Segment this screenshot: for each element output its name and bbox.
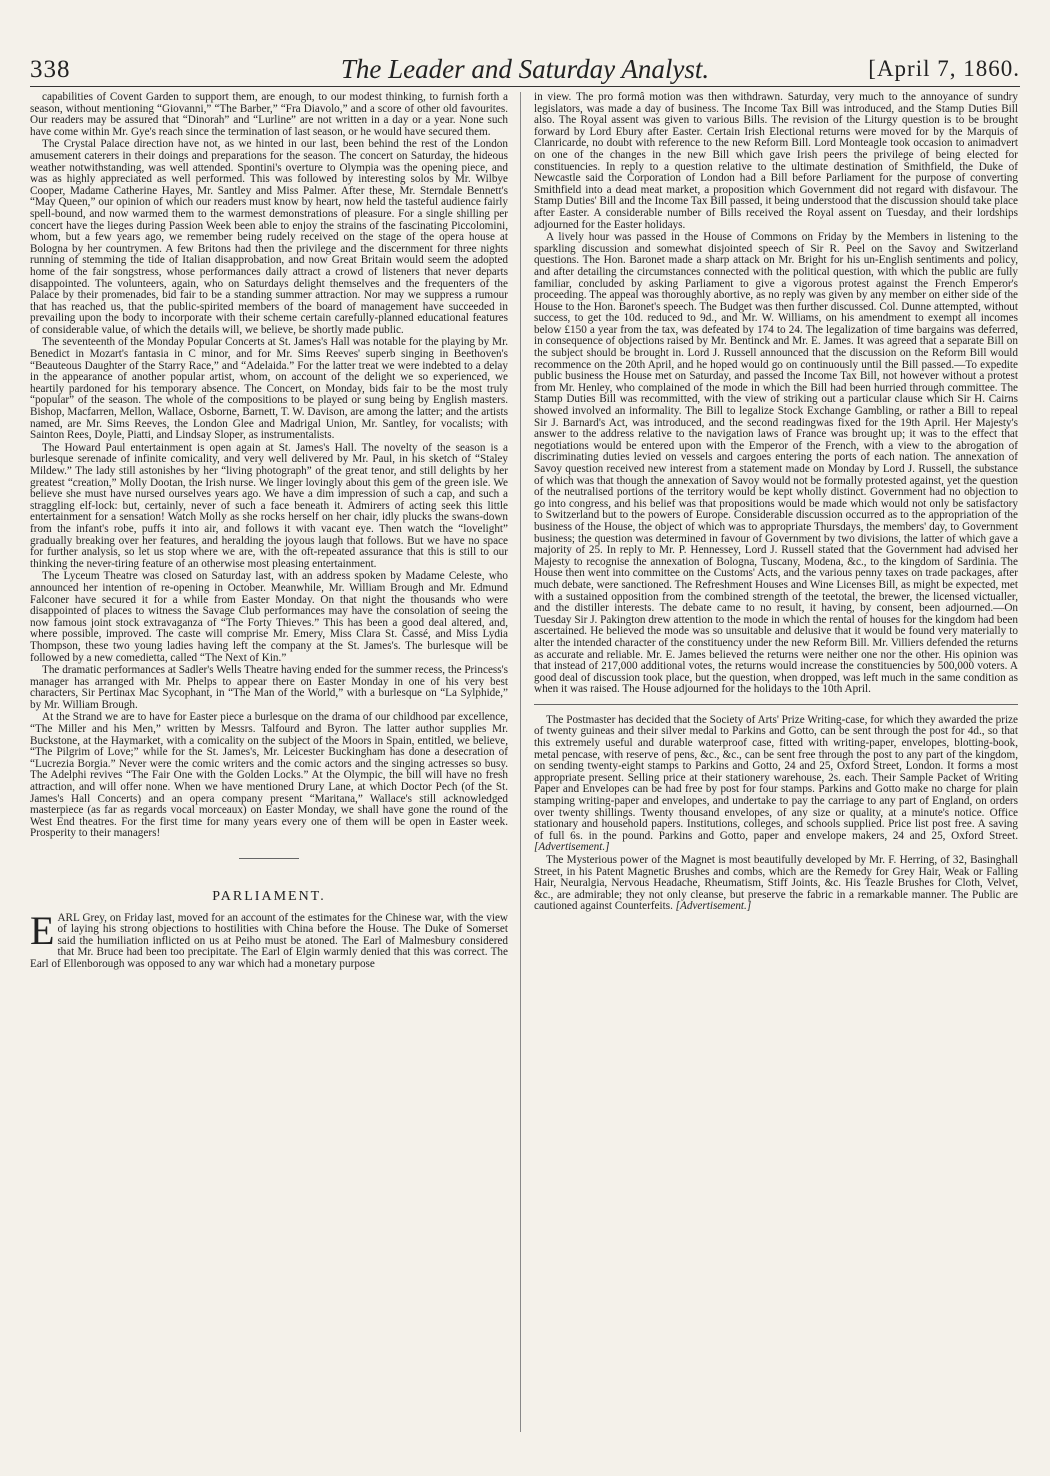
- advert-divider: [534, 704, 1018, 705]
- strand-paragraph: At the Strand we are to have for Easter piece a burlesque on the drama of our childhood par excellence, “The Miller and his Men,” written by Messrs. Talfourd and Byron. The latter author supplies Mr. Buckstone, at the Haymarket, with a comicality on the subject of the Moors in Spain, entitled, we believe, “The Pilgrim of Love;” while for the St. James's, Mr. Leicester Buckingham has done a desecration of “Lucrezia Borgia.” Never were the comic writers and the comic actors and the singing actresses so busy. The Adelphi revives “The Fair One with the Golden Locks.” At the Olympic, the bill will have no fresh attraction, and will offer none. When we have mentioned Drury Lane, at which Doctor Pech (of the St. James's Hall Concerts) and an opera company present “Maritana,” Wallace's still acknowledged masterpiece (as far as regards vocal morceaux) on Easter Monday, we shall have gone the round of the West End theatres. For the first time for many years every one of them will be open in Easter week. Prosperity to their managers!: [30, 711, 508, 840]
- commons-paragraph: A lively hour was passed in the House of Commons on Friday by the Members in listening to the sparkling discussion and somewhat disjointed speech of Sir R. Peel on the Savoy and Switzerland questions. The Hon. Baronet made a sharp attack on Mr. Bright for his un-English sentiments and policy, and after detailing the circumstances connected with the political question, with which the public are fully familiar, concluded by asking Parliament to give a vigorous protest against the French Emperor's proceeding. The appeal was thoroughly abortive, as no reply was given by any member on either side of the House to the Hon. Baronet's speech. The Budget was then further discussed. Col. Dunne attempted, without success, to get the 10d. reduced to 9d., and Mr. W. Williams, on his amendment to exempt all incomes below £150 a year from the tax, was defeated by 174 to 24. The legalization of time bargains was deferred, in consequence of objections raised by Mr. Bentinck and Mr. E. James. It was agreed that a separate Bill on the subject should be brought in. Lord J. Russell announced that the discussion on the Reform Bill would recommence on the 20th April, and he hoped would go on continuously until the Bill passed.—To expedite public business the House met on Saturday, and passed the Income Tax Bill, not however without a protest from Mr. Henley, who complained of the mode in which the Bill had been hurried through committee. The Stamp Duties Bill was recommitted, with the view of striking out a particular clause which Sir H. Cairns showed involved an informality. The Bill to legalize Stock Exchange Gambling, or rather a Bill to repeal Sir J. Barnard's Act, was introduced, and the second readingwas fixed for the 19th April. Her Majesty's answer to the address relative to the navigation laws of France was brought up; it was to the effect that negotiations would be entered upon with the Emperor of the French, with a view to the abrogation of discriminating duties levied on vessels and cargoes entering the ports of each nation. The annexation of Savoy question received new interest from a statement made on Monday by Lord J. Russell, the substance of which was that though the annexation of Savoy would not be formally protested against, yet the question of the neutralised portions of the territory would be kept wholly distinct. Government had no objection to go into congress, and his belief was that propositions would be made which would not only be satisfactory to Switzerland but to the powers of Europe. Considerable discussion occurred as to the appropriation of the business of the House, the object of which was to appropriate Thursdays, the members' day, to Government business; the question was determined in favour of Government by two divisions, the latter of which gave a majority of 25. In reply to Mr. P. Hennessey, Lord J. Russell stated that the Government had advised her Majesty to recognise the annexation of Bologna, Tuscany, Modena, &c., to the kingdom of Sardinia. The House then went into committee on the Customs' Acts, and the various penny taxes on trade packages, after much debate, were sanctioned. The Refreshment Houses and Wine Licenses Bill, as might be expected, met with a sustained opposition from the combined strength of the teetotal, the brewer, the licensed victualler, and the distiller interests. The debate came to no result, it having, by consent, been adjourned.—On Tuesday Sir J. Pakington drew attention to the mode in which the rental of houses for the kingdom had been ascertained. He believed the mode was so unsuitable and delusive that it would be found very materially to alter the intended character of the constituency under the new Reform Bill. Mr. Villiers defended the returns as accurate and reliable. Mr. E. James believed the returns were neither one nor the other. His opinion was that instead of 217,000 additional votes, the returns would increase the constituencies by 500,000 voters. A good deal of discussion took place, but the question, when dropped, was left much in the same condition as when it was raised. The House adjourned for the holidays to the 10th April.: [534, 231, 1018, 696]
- parliament-opening-paragraph: [30, 907, 508, 971]
- drop-cap: E: [30, 907, 55, 953]
- magnet-advertisement: [534, 855, 1018, 913]
- parliament-heading: PARLIAMENT.: [212, 889, 326, 904]
- page-header: [30, 52, 1020, 87]
- theatre-paragraph: capabilities of Covent Garden to support them, are enough, to our modest thinking, to furnish forth a season, without mentioning “Giovanni,” “The Barber,” “Fra Diavolo,” and a score of other old favourites. Our readers may be assured that “Dinorah” and “Lurline” are not written in a day or a year. None such have come within Mr. Gye's reach since the termination of last season, or he would have secured them.: [30, 92, 508, 138]
- left-column: [30, 92, 508, 1464]
- lyceum-paragraph: The Lyceum Theatre was closed on Saturday last, with an address spoken by Madame Celeste, who announced her intention of re-opening in October. Meanwhile, Mr. William Brough and Mr. Edmund Falconer have secured it for a while from Easter Monday. On that night the thousands who were disappointed of places to witness the Savage Club performances may have the consolation of seeing the now famous joint stock extravaganza of “The Forty Thieves.” This has been a good deal altered, and, where possible, improved. The caste will comprise Mr. Emery, Miss Clara St. Cassé, and Miss Lydia Thompson, these two young ladies having left the company at the St. James's. The burlesque will be followed by a new comedietta, called “The Next of Kin.”: [30, 570, 508, 664]
- postmaster-advert-text: The Postmaster has decided that the Society of Arts' Prize Writing-case, for which they awarded the prize of twenty guineas and their silver medal to Parkins and Gotto, can be sent through the post for 4d., so that this extremely useful and durable waterproof case, fitted with writing-paper, envelopes, blotting-book, metal pencase, with reserve of pens, &c., &c., can be sent free through the post to any part of the kingdom, on sending twenty-eight stamps to Parkins and Gotto, 24 and 25, Oxford Street, London. It forms a most appropriate present. Selling price at their stationery warehouse, 2s. each. Their Sample Packet of Writing Paper and Envelopes can be had free by post for four stamps. Parkins and Gotto make no charge for plain stamping writing-paper and envelopes, and undertake to pay the carriage to any part of England, on orders over twenty shillings. Twenty thousand envelopes, of any size or quality, at a minute's notice. Office stationary and household papers. Institutions, colleges, and schools supplied. Price list post free. A saving of full 6s. in the pound. Parkins and Gotto, paper and envelope makers, 24 and 25, Oxford Street.: [534, 713, 1018, 842]
- magnet-advert-text: The Mysterious power of the Magnet is most beautifully developed by Mr. F. Herring, of 32, Basinghall Street, in his Patent Magnetic Brushes and combs, which are the Remedy for Grey Hair, Weak or Falling Hair, Neuralgia, Nervous Headache, Rheumatism, Stiff Joints, &c. His Teazle Brushes for Cloth, Velvet, &c., are admirable; they not only cleanse, but preserve the fabric in a remarkable manner. The Public are cautioned against Counterfeits.: [534, 854, 1018, 913]
- postmaster-advertisement: [534, 715, 1018, 854]
- lords-paragraph: in view. The pro formâ motion was then withdrawn. Saturday, very much to the annoyance of sundry legislators, was made a day of business. The Income Tax Bill was introduced, and the Stamp Duties Bill also. The Royal assent was given to various Bills. The revision of the Liturgy question is to be brought forward by Lord Ebury after Easter. Certain Irish Electional returns were moved for by the Marquis of Clanricarde, no doubt with reference to the new Reform Bill. Lord Monteagle took occasion to animadvert on one of the changes in the new Bill which gave Irish peers the privilege of being elected for constituencies. In reply to a question relative to the ultimate destination of Smithfield, the Duke of Newcastle said the Corporation of London had a Bill before Parliament for the purpose of converting Smithfield into a dead meat market, a proposition which Government did not regard with disfavour. The Stamp Duties' Bill and the Income Tax Bill passed, it being understood that the discussion should take place after Easter. A considerable number of Bills received the Royal assent on Tuesday, and their lordships adjourned for the Easter holidays.: [534, 92, 1018, 231]
- parliament-opening-text: ARL Grey, on Friday last, moved for an account of the estimates for the Chinese war, with the view of laying his strong objections to hostilities with China before the House. The Duke of Somerset said the humiliation inflicted on us at Peiho must be atoned. The Earl of Malmesbury considered that Mr. Bruce had been too precipitate. The Earl of Elgin warmly denied that this was correct. The Earl of Ellenborough was opposed to any war which had a monetary purpose: [30, 911, 508, 970]
- advertisement-tag: [Advertisement.]: [534, 841, 610, 854]
- monday-concerts-paragraph: The seventeenth of the Monday Popular Concerts at St. James's Hall was notable for the playing by Mr. Benedict in Mozart's fantasia in C minor, and for Mr. Sims Reeves' superb singing in Beethoven's “Beauteous Daughter of the Starry Race,” and “Adelaida.” For the latter treat we were indebted to a delay in the appearance of another popular artist, whom, on account of the delight we so experienced, we heartily pardoned for his temporary absence. The Concert, on Monday, bids fair to be the most truly “popular” of the season. The whole of the compositions to be played or sung being by English masters. Bishop, Macfarren, Mellon, Wallace, Osborne, Barnett, T. W. Davison, are among the latter; and the artists named, are Mr. Sims Reeves, the London Glee and Madrigal Union, Mr. Santley, for vocalists; with Sainton Rees, Doyle, Piatti, and Lindsay Sloper, as instrumentalists.: [30, 336, 508, 442]
- journal-title: The Leader and Saturday Analyst.: [340, 54, 710, 84]
- crystal-palace-paragraph: The Crystal Palace direction have not, as we hinted in our last, been behind the rest of the London amusement caterers in their doings and preparations for the season. The concert on Saturday, the hideous weather notwithstanding, was well attended. Spontini's overture to Olympia was the opening piece, and was as highly appreciated as well performed. This was followed by interesting solos by Mr. Wilbye Cooper, Madame Catherine Hayes, Mr. Santley and Miss Palmer. After these, Mr. Sterndale Bennett's “May Queen,” our opinion of which our readers must know by heart, now held the tasteful audience fairly spell-bound, and now warmed them to the warmest demonstrations of pleasure. For a single shilling per concert have the lieges during Passion Week been able to enjoy the strains of the fascinating Piccolomini, whom, but a few years ago, we remember being rudely received on the stage of the opera house at Bologna by her countrymen. A few Britons had then the privilege and the discernment for three nights running of stemming the tide of Italian disapprobation, and now Great Britain would seem the adopted home of the fair songstress, whose performances daily attract a crowd of listeners that never departs disappointed. The volunteers, again, who on Saturdays delight themselves and the frequenters of the Palace by their promenades, bid fair to be a standing summer attraction. Nor may we suppress a rumour that has reached us, that the public-spirited members of the board of management have succeeded in prevailing upon the body to incorporate with their scheme certain carefully-planned educational features of considerable value, of which the details will, we believe, be shortly made public.: [30, 138, 508, 336]
- issue-date: [April 7, 1860.: [868, 56, 1020, 81]
- sadlers-wells-paragraph: The dramatic performances at Sadler's Wells Theatre having ended for the summer recess, the Princess's manager has arranged with Mr. Phelps to appear there on Easter Monday in one of his very best characters, Sir Pertinax Mac Sycophant, in “The Man of the World,” with a burlesque on “La Sylphide,” by Mr. William Brough.: [30, 664, 508, 711]
- column-divider: [520, 92, 521, 1432]
- section-rule: [239, 858, 299, 859]
- right-column: [534, 92, 1018, 1464]
- page-number: 338: [30, 56, 71, 83]
- advertisement-tag: [Advertisement.]: [675, 900, 752, 913]
- howard-paul-paragraph: The Howard Paul entertainment is open again at St. James's Hall. The novelty of the season is a burlesque serenade of infinite comicality, and very well delivered by Mr. Paul, in his sketch of “Staley Mildew.” The lady still astonishes by her “living photograph” of the great tenor, and still delights by her greatest “creation,” Molly Dootan, the Irish nurse. We linger lovingly about this gem of the green isle. We believe she must have nursed ourselves years ago. We have a dim impression of such a cap, and such a straggling elf-lock: but, certainly, never of such a face beneath it. Admirers of acting seek this little entertainment for a sensation! Watch Molly as she rocks herself on her chair, idly plucks the swans-down from the infant's robe, puffs it into air, and follows it with vacant eye. Then watch the “lovelight” gradually breaking over her features, and heralding the joyous laugh that follows. But we have no space for further analysis, so let us stop where we are, with the oft-repeated assurance that this is still to our thinking the never-tiring feature of an otherwise most pleasing entertainment.: [30, 441, 508, 570]
